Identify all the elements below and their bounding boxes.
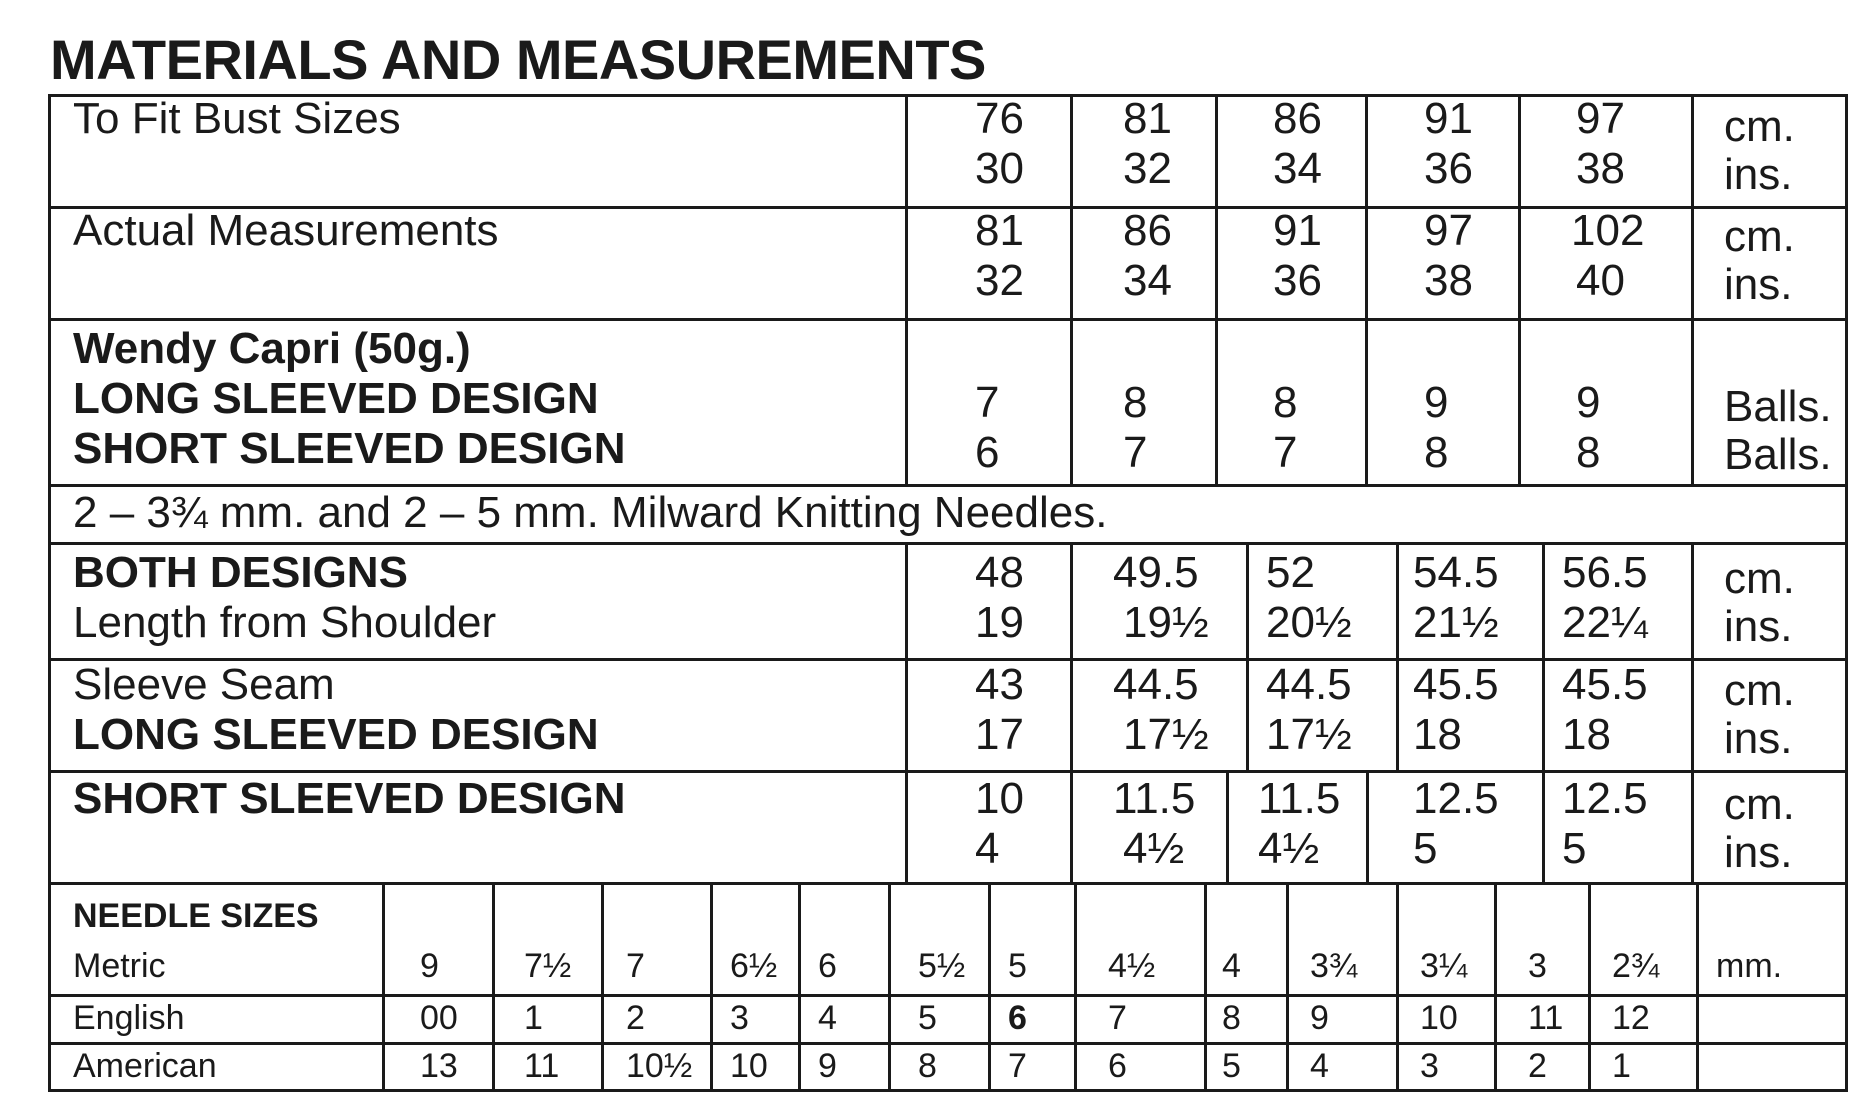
- needles-line: 2 – 3¾ mm. and 2 – 5 mm. Milward Knitting Needles.: [73, 488, 1108, 537]
- bust-cm-cell: 81: [1123, 94, 1172, 143]
- metric-cell: 4½: [1108, 947, 1156, 985]
- sleeve-long-cm-cell: 44.5: [1266, 660, 1352, 709]
- metric-cell: 5: [1008, 947, 1027, 985]
- needle-sizes-heading: NEEDLE SIZES: [73, 897, 319, 935]
- unit-label: ins.: [1724, 828, 1793, 877]
- unit-label: ins.: [1724, 260, 1793, 309]
- sleeve-short-ins-cell: 5: [1562, 824, 1587, 873]
- english-cell: 1: [524, 999, 543, 1037]
- actual-ins-cell: 36: [1273, 256, 1322, 305]
- unit-label: cm.: [1724, 780, 1795, 829]
- length-cm-cell: 48: [975, 548, 1024, 597]
- length-ins-cell: 22¼: [1562, 598, 1648, 647]
- length-ins-cell: 19: [975, 598, 1024, 647]
- english-cell: 9: [1310, 999, 1329, 1037]
- length-cm-cell: 54.5: [1413, 548, 1499, 597]
- metric-cell: 9: [420, 947, 439, 985]
- rule: [1074, 882, 1077, 1092]
- length-ins-cell: 19½: [1123, 598, 1209, 647]
- rule: [1691, 94, 1694, 484]
- actual-cm-cell: 86: [1123, 206, 1172, 255]
- bust-cm-cell: 91: [1424, 94, 1473, 143]
- bust-ins-cell: 36: [1424, 144, 1473, 193]
- bust-label: To Fit Bust Sizes: [73, 94, 401, 143]
- rule: [1396, 882, 1399, 1092]
- english-cell: 10: [1420, 999, 1458, 1037]
- bust-ins-cell: 32: [1123, 144, 1172, 193]
- bust-cm-cell: 86: [1273, 94, 1322, 143]
- rule: [601, 882, 604, 1092]
- american-cell: 6: [1108, 1047, 1127, 1085]
- sleeve-short-ins-cell: 5: [1413, 824, 1438, 873]
- page-title: MATERIALS AND MEASUREMENTS: [50, 28, 986, 91]
- metric-cell: 5½: [918, 947, 966, 985]
- english-cell: 7: [1108, 999, 1127, 1037]
- rule: [1542, 542, 1545, 770]
- length-label-1: BOTH DESIGNS: [73, 548, 408, 597]
- yarn-short-label: SHORT SLEEVED DESIGN: [73, 424, 626, 473]
- sleeve-short-ins-cell: 4½: [1123, 824, 1185, 873]
- rule: [905, 542, 908, 882]
- unit-label: Balls.: [1724, 382, 1832, 431]
- rule: [1070, 542, 1073, 882]
- metric-cell: 7½: [524, 947, 572, 985]
- metric-label: Metric: [73, 947, 166, 985]
- rule: [1366, 770, 1369, 882]
- american-cell: 11: [524, 1047, 560, 1085]
- english-cell: 6: [1008, 999, 1027, 1037]
- rule: [1215, 94, 1218, 484]
- rule: [382, 882, 385, 1092]
- yarn-short-cell: 7: [1123, 428, 1148, 477]
- sleeve-long-cm-cell: 43: [975, 660, 1024, 709]
- rule: [1542, 770, 1545, 882]
- american-label: American: [73, 1047, 217, 1085]
- unit-label: ins.: [1724, 602, 1793, 651]
- metric-cell: 7: [626, 947, 645, 985]
- metric-cell: 3¾: [1310, 947, 1358, 985]
- bust-cm-cell: 76: [975, 94, 1024, 143]
- sleeve-short-cm-cell: 11.5: [1113, 774, 1196, 823]
- english-cell: 3: [730, 999, 749, 1037]
- unit-label: cm.: [1724, 554, 1795, 603]
- rule: [48, 882, 1848, 885]
- american-cell: 8: [918, 1047, 937, 1085]
- length-cm-cell: 52: [1266, 548, 1315, 597]
- yarn-short-cell: 8: [1576, 428, 1601, 477]
- yarn-label: Wendy Capri (50g.): [73, 324, 471, 373]
- american-cell: 3: [1420, 1047, 1439, 1085]
- actual-ins-cell: 40: [1576, 256, 1625, 305]
- rule: [1246, 542, 1249, 770]
- metric-cell: 2¾: [1612, 947, 1660, 985]
- yarn-short-cell: 6: [975, 428, 1000, 477]
- actual-cm-cell: 102: [1571, 206, 1645, 255]
- american-cell: 5: [1222, 1047, 1241, 1085]
- length-ins-cell: 21½: [1413, 598, 1499, 647]
- yarn-long-cell: 9: [1424, 378, 1449, 427]
- bust-ins-cell: 30: [975, 144, 1024, 193]
- yarn-long-cell: 8: [1273, 378, 1298, 427]
- sleeve-long-ins-cell: 17½: [1266, 710, 1352, 759]
- sleeve-short-cm-cell: 10: [975, 774, 1024, 823]
- bust-ins-cell: 38: [1576, 144, 1625, 193]
- length-ins-cell: 20½: [1266, 598, 1352, 647]
- rule: [48, 1089, 1848, 1092]
- yarn-long-cell: 7: [975, 378, 1000, 427]
- american-cell: 2: [1528, 1047, 1547, 1085]
- unit-label: ins.: [1724, 150, 1793, 199]
- actual-ins-cell: 32: [975, 256, 1024, 305]
- american-cell: 7: [1008, 1047, 1027, 1085]
- actual-ins-cell: 38: [1424, 256, 1473, 305]
- actual-cm-cell: 91: [1273, 206, 1322, 255]
- rule: [48, 1042, 1848, 1045]
- english-cell: 00: [420, 999, 458, 1037]
- rule: [888, 882, 891, 1092]
- materials-table: [48, 94, 1848, 1092]
- sleeve-long-cm-cell: 45.5: [1413, 660, 1499, 709]
- sleeve-short-ins-cell: 4½: [1258, 824, 1320, 873]
- unit-label: cm.: [1724, 666, 1795, 715]
- sleeve-short-ins-cell: 4: [975, 824, 1000, 873]
- american-cell: 13: [420, 1047, 458, 1085]
- english-cell: 4: [818, 999, 837, 1037]
- rule: [492, 882, 495, 1092]
- needle-unit-label: mm.: [1716, 947, 1783, 985]
- rule: [1070, 94, 1073, 484]
- bust-cm-cell: 97: [1576, 94, 1625, 143]
- yarn-long-cell: 8: [1123, 378, 1148, 427]
- rule: [1396, 542, 1399, 770]
- rule: [48, 994, 1848, 997]
- american-cell: 10½: [626, 1047, 693, 1085]
- american-cell: 1: [1612, 1047, 1631, 1085]
- unit-label: ins.: [1724, 714, 1793, 763]
- rule: [48, 542, 1848, 545]
- length-label-2: Length from Shoulder: [73, 598, 497, 647]
- rule: [48, 94, 51, 1092]
- length-cm-cell: 56.5: [1562, 548, 1648, 597]
- bust-ins-cell: 34: [1273, 144, 1322, 193]
- rule: [798, 882, 801, 1092]
- rule: [1365, 94, 1368, 484]
- sleeve-long-cm-cell: 44.5: [1113, 660, 1199, 709]
- rule: [710, 882, 713, 1092]
- rule: [48, 318, 1848, 321]
- metric-cell: 6: [818, 947, 837, 985]
- sleeve-short-label: SHORT SLEEVED DESIGN: [73, 774, 626, 823]
- rule: [1494, 882, 1497, 1092]
- rule: [1286, 882, 1289, 1092]
- rule: [1696, 882, 1699, 1092]
- yarn-short-cell: 7: [1273, 428, 1298, 477]
- sleeve-long-label-2: LONG SLEEVED DESIGN: [73, 710, 599, 759]
- metric-cell: 3: [1528, 947, 1547, 985]
- sleeve-long-ins-cell: 17: [975, 710, 1024, 759]
- rule: [988, 882, 991, 1092]
- length-cm-cell: 49.5: [1113, 548, 1199, 597]
- actual-cm-cell: 81: [975, 206, 1024, 255]
- english-label: English: [73, 999, 185, 1037]
- rule: [1226, 770, 1229, 882]
- rule: [905, 94, 908, 484]
- american-cell: 9: [818, 1047, 837, 1085]
- sleeve-long-cm-cell: 45.5: [1562, 660, 1648, 709]
- metric-cell: 3¼: [1420, 947, 1468, 985]
- sleeve-long-ins-cell: 18: [1562, 710, 1611, 759]
- sleeve-long-label-1: Sleeve Seam: [73, 660, 335, 709]
- english-cell: 2: [626, 999, 645, 1037]
- sleeve-short-cm-cell: 12.5: [1562, 774, 1648, 823]
- actual-ins-cell: 34: [1123, 256, 1172, 305]
- metric-cell: 4: [1222, 947, 1241, 985]
- rule: [48, 770, 1848, 773]
- rule: [1691, 542, 1694, 882]
- unit-label: cm.: [1724, 102, 1795, 151]
- english-cell: 12: [1612, 999, 1650, 1037]
- yarn-long-cell: 9: [1576, 378, 1601, 427]
- sleeve-short-cm-cell: 12.5: [1413, 774, 1499, 823]
- american-cell: 4: [1310, 1047, 1329, 1085]
- rule: [1845, 94, 1848, 1092]
- sleeve-long-ins-cell: 17½: [1123, 710, 1209, 759]
- english-cell: 5: [918, 999, 937, 1037]
- unit-label: Balls.: [1724, 430, 1832, 479]
- rule: [1588, 882, 1591, 1092]
- rule: [1518, 94, 1521, 484]
- english-cell: 8: [1222, 999, 1241, 1037]
- actual-label: Actual Measurements: [73, 206, 499, 255]
- yarn-short-cell: 8: [1424, 428, 1449, 477]
- metric-cell: 6½: [730, 947, 778, 985]
- american-cell: 10: [730, 1047, 768, 1085]
- rule: [1204, 882, 1207, 1092]
- sleeve-long-ins-cell: 18: [1413, 710, 1462, 759]
- sleeve-short-cm-cell: 11.5: [1258, 774, 1341, 823]
- yarn-long-label: LONG SLEEVED DESIGN: [73, 374, 599, 423]
- english-cell: 11: [1528, 999, 1564, 1037]
- actual-cm-cell: 97: [1424, 206, 1473, 255]
- rule: [48, 484, 1848, 487]
- unit-label: cm.: [1724, 212, 1795, 261]
